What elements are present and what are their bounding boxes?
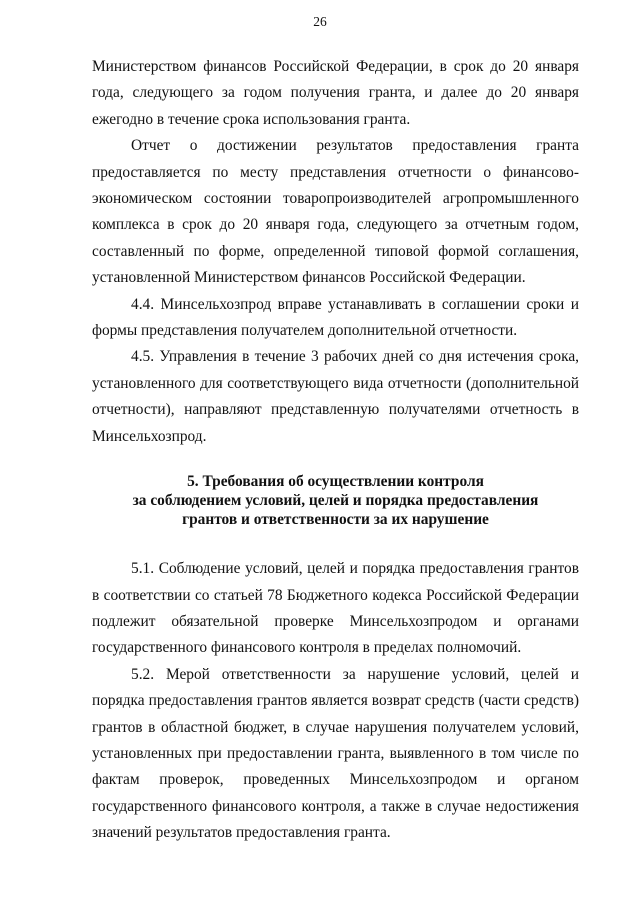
- paragraph-results-report: Отчет о достижении результатов предоставления гранта предоставляется по месту представления отчетности о финансово-экономическом состоянии товаропроизводителей агропромышленного комплекса в срок до 20 января года, следующего за отчетным годом, составленный по форме, определенной типовой формой соглашения, установленной Министерством финансов Российской Федерации.: [92, 137, 579, 287]
- paragraph-4-4: 4.4. Минсельхозпрод вправе устанавливать в соглашении сроки и формы представления получателем дополнительной отчетности.: [92, 295, 579, 340]
- paragraph-grant-deadline: Министерством финансов Российской Федерации, в срок до 20 января года, следующего за годом получения гранта, и далее до 20 января ежегодно в течение срока использования гранта.: [92, 58, 579, 128]
- paragraph-5-2: 5.2. Мерой ответственности за нарушение условий, целей и порядка предоставления грантов является возврат средств (части средств) грантов в областной бюджет, в случае нарушения получателем условий, установленных при предоставлении гранта, выявленного в том числе по фактам проверок, проведенных Минсельхозпродом и органом государственного финансового контроля, а также в случае недостижения значений результатов предоставления гранта.: [92, 665, 579, 842]
- page-number: 26: [313, 14, 327, 29]
- section-heading: [92, 472, 579, 529]
- section-heading-line-1: 5. Требования об осуществлении контроля: [187, 473, 484, 491]
- paragraph-5-1: 5.1. Соблюдение условий, целей и порядка предоставления грантов в соответствии со статьей 78 Бюджетного кодекса Российской Федерации подлежит обязательной проверке Минсельхозпродом и органами государственного финансового контроля в пределах полномочий.: [92, 560, 579, 657]
- section-heading-line-3: грантов и ответственности за их нарушение: [182, 511, 489, 529]
- document-body: [92, 54, 579, 847]
- section-heading-line-2: за соблюдением условий, целей и порядка предоставления: [132, 492, 539, 510]
- paragraph-4-5: 4.5. Управления в течение 3 рабочих дней со дня истечения срока, установленного для соответствующего вида отчетности (дополнительной отчетности), направляют представленную получателями отчетность в Минсельхозпрод.: [92, 348, 579, 445]
